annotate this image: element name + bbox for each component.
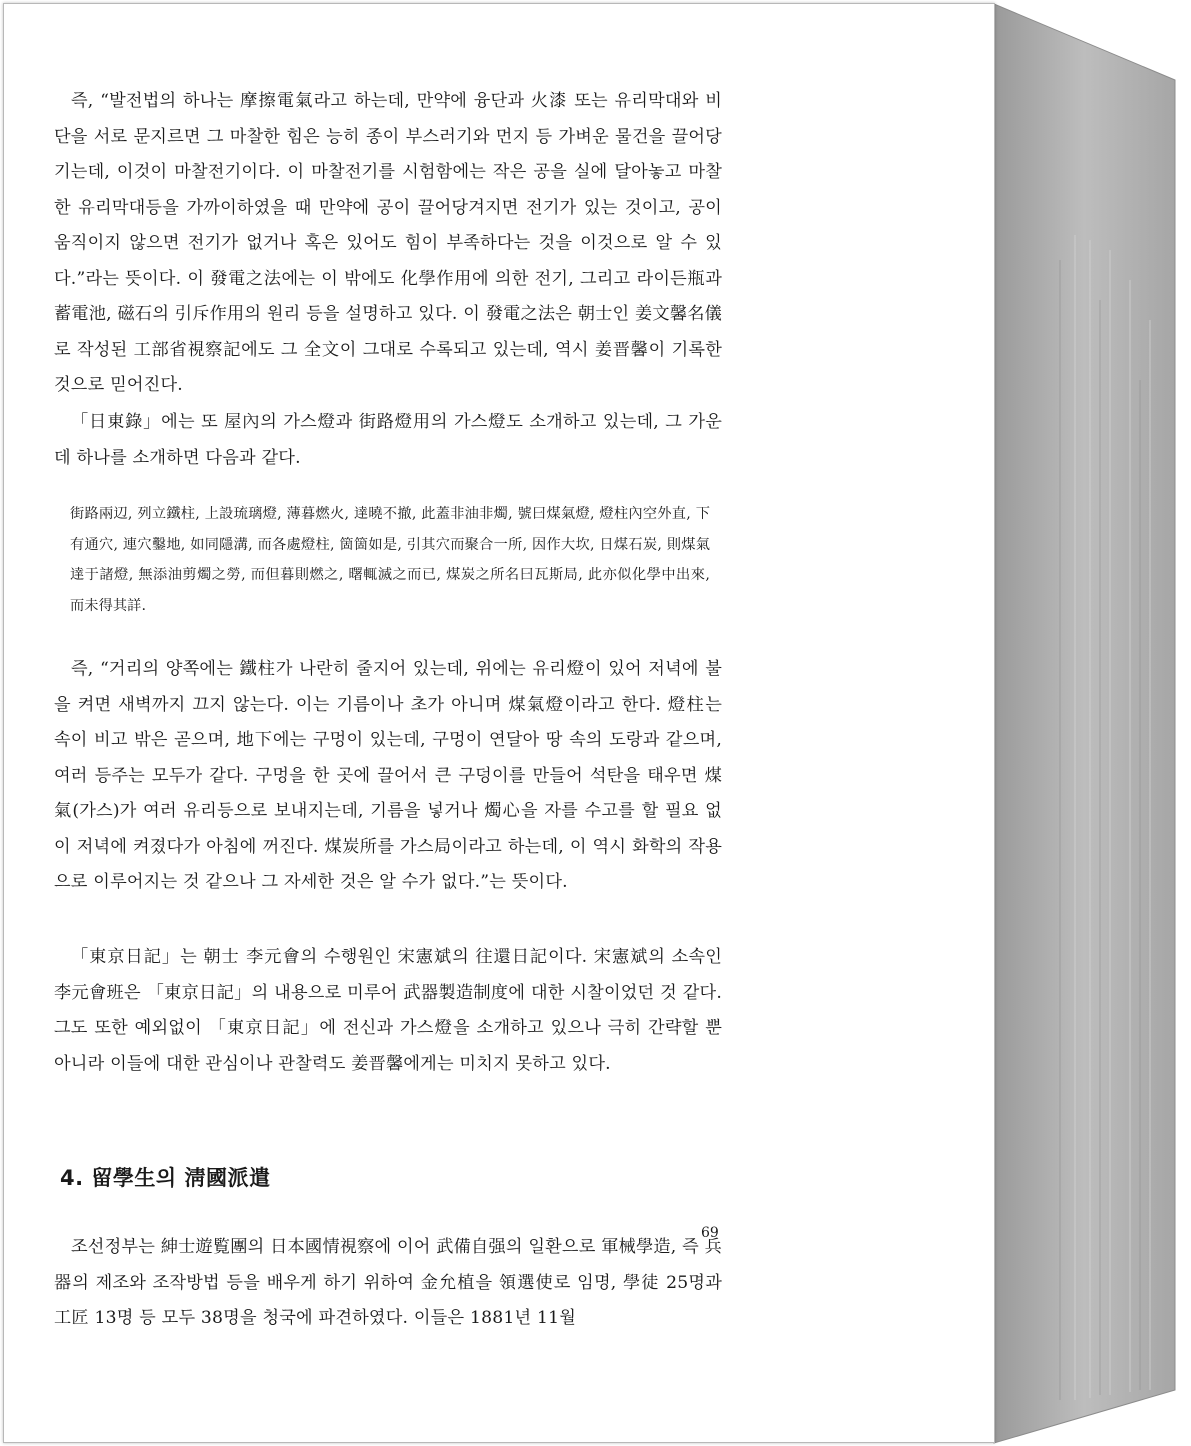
paragraph-gas-lamp-intro: 「日東錄」에는 또 屋內의 가스燈과 街路燈用의 가스燈도 소개하고 있는데, 그 가운데 하나를 소개하면 다음과 같다. (54, 412, 722, 468)
paragraph-gas-lamp-translation: 즉, “거리의 양쪽에는 鐵柱가 나란히 줄지어 있는데, 위에는 유리燈이 있어 저녁에 불을 켜면 새벽까지 끄지 않는다. 이는 기름이나 초가 아니며 煤氣燈이라고 한다. 燈柱는 속이 비고 밖은 곧으며, 地下에는 구멍이 있는데, 구멍이 연달아 땅 속의 도랑과 같으며, 여러 등주는 모두가 같다. 구멍을 한 곳에 끌어서 큰 구덩이를 만들어 석탄을 태우면 煤氣(가스)가 여러 유리등으로 보내지는데, 기름을 넣거나 燭心을 자를 수고를 할 필요 없이 저녁에 켜졌다가 아침에 꺼진다. 煤炭所를 가스局이라고 하는데, 이 역시 화학의 작용으로 이루어지는 것 같으나 그 자세한 것은 알 수가 없다.”는 뜻이다. (54, 659, 722, 892)
paragraph-electricity: 즉, “발전법의 하나는 摩擦電氣라고 하는데, 만약에 융단과 火漆 또는 유리막대와 비단을 서로 문지르면 그 마찰한 힘은 능히 종이 부스러기와 먼지 등 가벼운 물건을 끌어당기는데, 이것이 마찰전기이다. 이 마찰전기를 시험함에는 작은 공을 실에 달아놓고 마찰한 유리막대등을 가까이하였을 때 만약에 공이 끌어당겨지면 전기가 있는 것이고, 공이 움직이지 않으면 전기가 없거나 혹은 있어도 힘이 부족하다는 것을 이것으로 알 수 있다.”라는 뜻이다. 이 發電之法에는 이 밖에도 化學作用에 의한 전기, 그리고 라이든瓶과 蓄電池, 磁石의 引斥作用의 원리 등을 설명하고 있다. 이 發電之法은 朝士인 姜文馨名儀로 작성된 工部省視察記에도 그 全文이 그대로 수록되고 있는데, 역시 姜晋馨이 기록한 것으로 믿어진다. (54, 91, 722, 395)
section-heading: 4. 留學生의 淸國派遣 (60, 1166, 271, 1190)
classical-chinese-quote: 街路兩辺, 列立鐵柱, 上設琉璃燈, 薄暮燃火, 達曉不撤, 此蓋非油非燭, 號曰煤氣燈, 燈柱內空外直, 下有通穴, 連穴鑿地, 如同隱溝, 而各處燈柱, 箇箇如是, 引其穴而聚合一所, 因作大坎, 日煤石炭, 則煤氣達于諸燈, 無添油剪燭之勞, 而但暮則燃之, 曙輒滅之而已, 煤炭之所名曰瓦斯局, 此亦似化學中出來, 而未得其詳. (70, 506, 710, 614)
document-page (3, 3, 995, 1443)
paragraph-tokyo-diary: 「東京日記」는 朝士 李元會의 수행원인 宋憲斌의 往還日記이다. 宋憲斌의 소속인 李元會班은 「東京日記」의 내용으로 미루어 武器製造制度에 대한 시찰이었던 것 같다. 그도 또한 예외없이 「東京日記」에 전신과 가스燈을 소개하고 있으나 극히 간략할 뿐 아니라 이들에 대한 관심이나 관찰력도 姜晋馨에게는 미치지 못하고 있다. (54, 947, 722, 1074)
paragraph-students-dispatch: 조선정부는 紳士遊覧團의 日本國情視察에 이어 武備自强의 일환으로 軍械學造, 즉 兵器의 제조와 조작방법 등을 배우게 하기 위하여 金允植을 領選使로 임명, 學徒 25명과 工匠 13명 등 모두 38명을 청국에 파견하였다. 이들은 1881년 11월 (54, 1237, 722, 1328)
page-number: 69 (701, 1225, 719, 1241)
